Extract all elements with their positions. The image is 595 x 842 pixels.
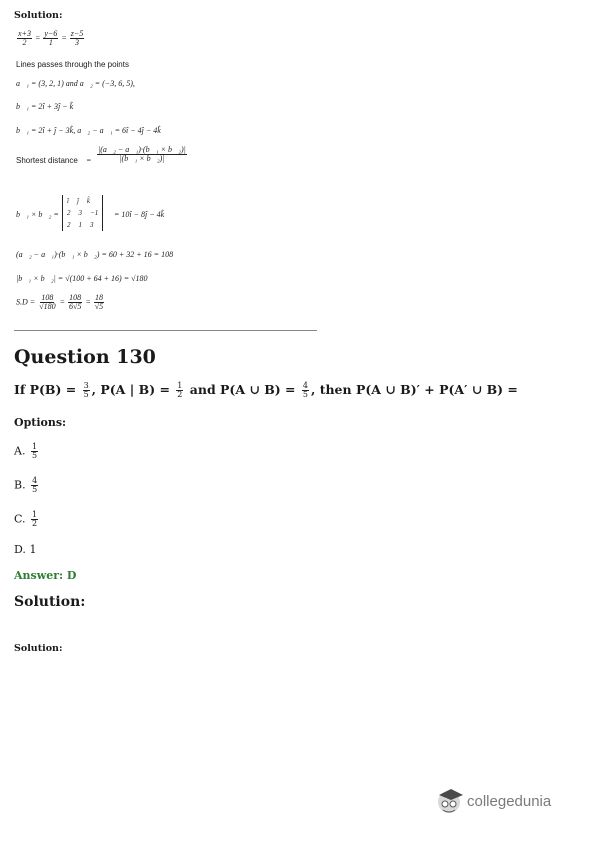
- option-d[interactable]: D. 1: [14, 543, 37, 556]
- question-text: If P(B) = $\frac{3}{5}$ , P(A | B) = $\frac{1}{2}$ and P(A ∪ B) = $\frac{4}{5}$ , then P(A ∪ B)′ + P(A′ ∪ B) =: [14, 381, 518, 399]
- cross-product-rhs: = 10î − 8ĵ − 4k̂: [114, 210, 165, 219]
- option-a[interactable]: A. $\frac{1}{5}$: [14, 442, 38, 460]
- solution-heading: Solution:: [14, 594, 86, 610]
- matrix-cell: 3: [90, 221, 94, 229]
- logo-text: collegedunia: [467, 793, 552, 810]
- matrix-cell: 1: [78, 221, 82, 229]
- b1-a-diff-line: b⃗₁ = 2î + ĵ − 3k̂, a⃗₂ − a⃗₁ = 6î − 4ĵ − 4k̂: [16, 126, 161, 135]
- passes-through-text: Lines passes through the points: [16, 60, 129, 69]
- line-equation: $\frac{x+3}{2}$ = $\frac{y-6}{1}$ = $\frac{z-5}{3}$: [18, 29, 84, 47]
- shortest-distance-formula: $\frac{\text{|(a⃗₂ − a⃗₁)·(b⃗₁ × b⃗₂)|}}{\text{|(b⃗₁ × b⃗₂)|}}$: [98, 145, 186, 163]
- sd-final-line: S.D = $\frac{108}{√180}$ = $\frac{108}{6√5}$ = $\frac{18}{√5}$: [16, 293, 104, 311]
- option-c[interactable]: C. $\frac{1}{2}$: [14, 510, 38, 528]
- matrix-cell: 3: [78, 209, 82, 217]
- points-line: a⃗₁ = (3, 2, 1) and a⃗₂ = (−3, 6, 5),: [16, 79, 135, 88]
- shortest-distance-label: Shortest distance: [16, 156, 78, 165]
- matrix-row: [67, 195, 98, 207]
- matrix-cell: 2: [67, 221, 71, 229]
- shortest-distance-equals: =: [86, 156, 92, 165]
- matrix-cell: ĵ: [76, 197, 79, 205]
- solution-heading-top: Solution:: [14, 10, 63, 21]
- matrix-cell: 2: [67, 209, 71, 217]
- b1-line: b⃗₁ = 2î + 3ĵ − k̂: [16, 102, 74, 111]
- collegedunia-logo-icon: [436, 785, 466, 815]
- magnitude-line: |b⃗₁ × b⃗₂| = √(100 + 64 + 16) = √180: [16, 274, 148, 283]
- determinant-matrix: [62, 195, 103, 231]
- matrix-row: [67, 207, 98, 219]
- matrix-cell: −1: [90, 209, 99, 217]
- options-label: Options:: [14, 416, 67, 429]
- matrix-row: [67, 219, 98, 231]
- dot-product-line: (a⃗₂ − a⃗₁)·(b⃗₁ × b⃗₂) = 60 + 32 + 16 = 108: [16, 250, 174, 259]
- section-divider: [14, 330, 317, 331]
- matrix-cell: k̂: [86, 197, 91, 205]
- matrix-cell: î: [67, 197, 69, 205]
- solution-subheading: Solution:: [14, 643, 63, 654]
- cross-product-lhs: b⃗₁ × b⃗₂ =: [16, 210, 59, 219]
- question-title: Question 130: [14, 346, 156, 368]
- answer-text: Answer: D: [14, 569, 77, 582]
- option-b[interactable]: B. $\frac{4}{5}$: [14, 476, 38, 494]
